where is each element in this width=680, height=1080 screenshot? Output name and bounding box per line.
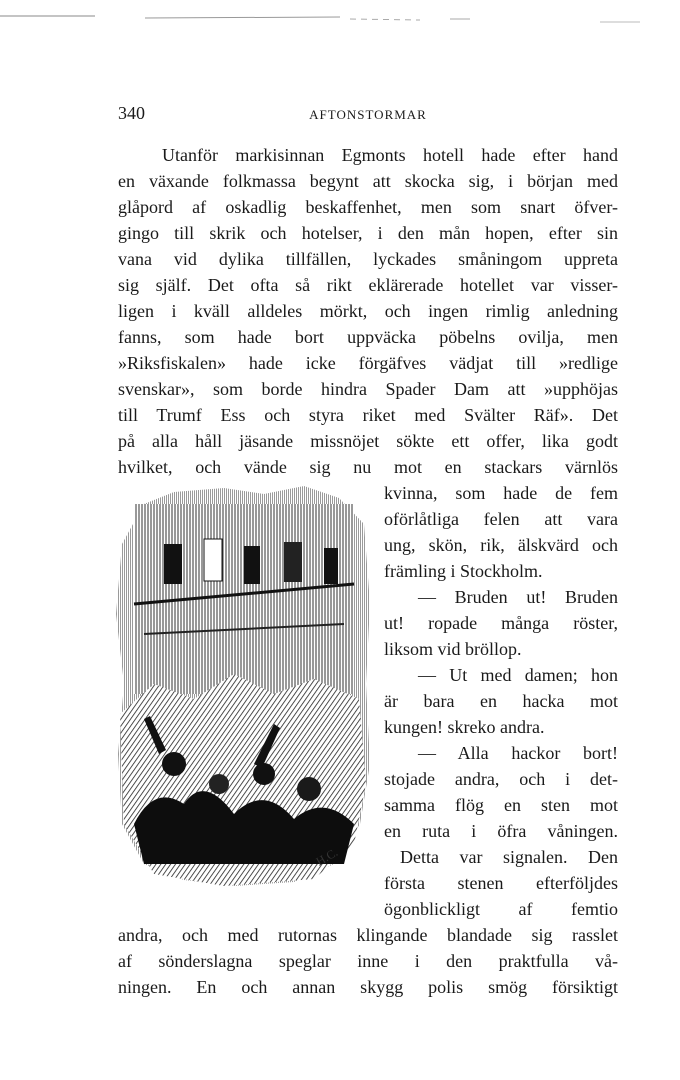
text-line: glåpord af oskadlig beskaffenhet, men som snart öfver- [118, 197, 618, 217]
text-line: liksom vid bröllop. [384, 639, 522, 659]
text-line: »Riksfiskalen» hade icke förgäfves vädjat till »redlige [118, 353, 618, 373]
crowd-illustration [114, 484, 372, 888]
window [244, 546, 260, 584]
text-line: af sönderslagna speglar inne i den praktfulla vå- [118, 951, 618, 971]
text-line: samma flög en sten mot [384, 795, 618, 815]
crowd-figure [253, 763, 275, 785]
text-line: kungen! skreko andra. [384, 717, 545, 737]
text-line: hvilket, och vände sig nu mot en stackars värnlös [118, 457, 618, 477]
text-line: oförlåtliga felen att vara [384, 509, 618, 529]
window [284, 542, 302, 582]
text-line: främling i Stockholm. [384, 561, 543, 581]
text-line: ligen i kväll alldeles mörkt, och ingen rimlig anledning [118, 301, 618, 321]
running-title: AFTONSTORMAR [309, 107, 427, 122]
page-header [118, 103, 618, 127]
text-line: stojade andra, och i det- [384, 769, 618, 789]
text-line: ung, skön, rik, älskvärd och [384, 535, 618, 555]
text-line: Detta var signalen. Den [400, 847, 618, 867]
top-edge-line [0, 13, 680, 25]
page-number: 340 [118, 103, 145, 123]
crowd-figure [297, 777, 321, 801]
window [164, 544, 182, 584]
illustration-signature: H.C. [313, 845, 341, 869]
text-line: kvinna, som hade de fem [384, 483, 618, 503]
text-line: — Alla hackor bort! [418, 743, 618, 763]
text-line: gingo till skrik och hotelser, i den mån hopen, efter sin [118, 223, 618, 243]
text-line: — Ut med damen; hon [418, 665, 618, 685]
text-line: på alla håll jäsande missnöjet sökte ett offer, lika godt [118, 431, 618, 451]
text-line: vana vid dylika tillfällen, lyckades småningom uppreta [118, 249, 618, 269]
text-line: ningen. En och annan skygg polis smög försiktigt [118, 977, 618, 997]
text-line: svenskar», som borde hindra Spader Dam att »upphöjas [118, 379, 618, 399]
text-line: en växande folkmassa begynt att skocka sig, i början med [118, 171, 618, 191]
text-line: första stenen efterföljdes [384, 873, 618, 893]
text-line: är bara en hacka mot [384, 691, 618, 711]
text-line: ut! ropade många röster, [384, 613, 618, 633]
text-line: Utanför markisinnan Egmonts hotell hade efter hand [162, 145, 618, 165]
text-line: ögonblickligt af femtio [384, 899, 618, 919]
text-line: andra, och med rutornas klingande blandade sig rasslet [118, 925, 618, 945]
building-facade [134, 504, 354, 694]
crowd-figure [209, 774, 229, 794]
text-line: till Trumf Ess och styra riket med Svälter Räf». Det [118, 405, 618, 425]
window [324, 548, 338, 584]
text-line: — Bruden ut! Bruden [418, 587, 618, 607]
text-line: en ruta i öfra våningen. [384, 821, 618, 841]
text-line: fanns, som hade bort uppväcka pöbelns ovilja, men [118, 327, 618, 347]
crowd-figure [162, 752, 186, 776]
window [204, 539, 222, 581]
text-line: sig själf. Det ofta så rikt eklärerade hotellet var visser- [118, 275, 618, 295]
